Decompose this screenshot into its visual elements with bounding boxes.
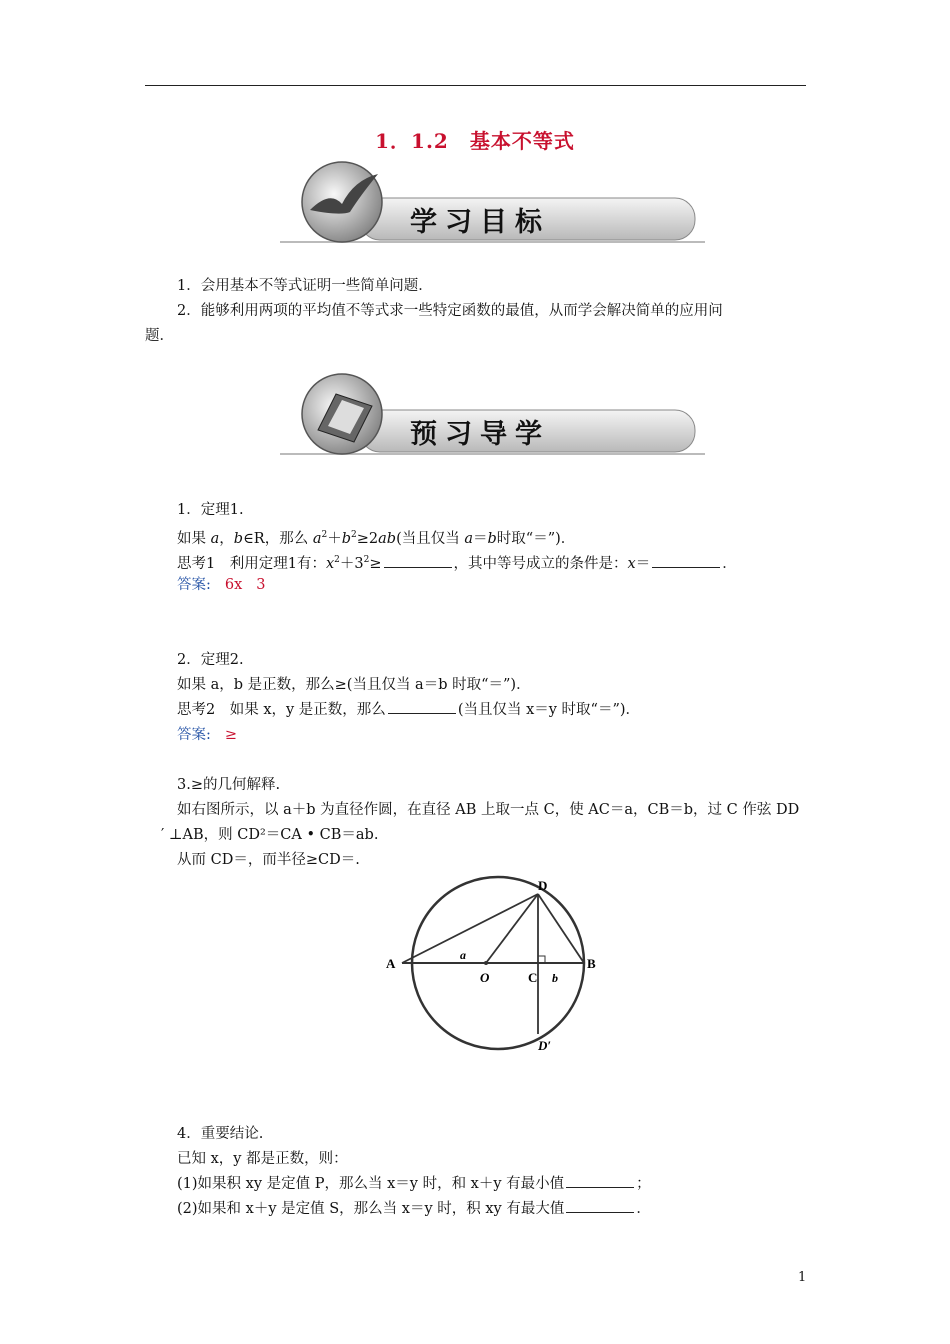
label-a-length: a [460, 948, 466, 962]
label-o-point: O [480, 970, 490, 985]
label-d-point: D [538, 878, 548, 893]
label-d-prime-point: D′ [538, 1038, 552, 1053]
answer-blank[interactable] [652, 555, 720, 568]
s2-theorem: 如果 a，b 是正数，那么≥(当且仅当 a＝b 时取“＝”)． [177, 677, 531, 693]
section-banner-preview [280, 372, 705, 460]
s1-think: 思考1 利用定理1有：$x^2+3^2\ge$ ，其中等号成立的条件是：x＝ ． [177, 555, 737, 572]
s2-head: 2．定理2. [177, 652, 244, 668]
top-rule [145, 85, 806, 86]
banner-label: 预习导学 [410, 419, 550, 450]
s4-line3: (2)如果和 x＋y 是定值 S，那么当 x＝y 时，积 xy 有最大值 ． [177, 1201, 651, 1217]
right-angle-mark [538, 956, 545, 963]
label-b-length: b [552, 971, 558, 985]
answer-blank[interactable] [566, 1200, 634, 1213]
page-title: 1．1.2 基本不等式 [375, 129, 575, 153]
goal-1-text: 1．会用基本不等式证明一些简单问题． [145, 274, 842, 299]
s4-line2: (1)如果积 xy 是定值 P，那么当 x＝y 时，和 x＋y 有最小值 ； [177, 1176, 651, 1192]
s3-line2: ′ ⊥AB，则 CD²＝CA • CB＝ab. [161, 827, 379, 843]
label-c-point: C [528, 970, 538, 985]
goal-2: 2．能够利用两项的平均值不等式求一些特定函数的最值，从而学会解决简单的应用问 [177, 303, 723, 319]
s3-head: 3.≥的几何解释. [177, 777, 281, 793]
circle-figure [382, 872, 598, 1064]
chord-ad [402, 894, 538, 963]
s1-theorem: 如果 a，b∈R，那么 $a^2+b^2\ge 2ab$(当且仅当 a＝b时取“＝”)． [177, 530, 576, 547]
answer-blank[interactable] [566, 1175, 634, 1188]
label-a-point: A [386, 956, 396, 971]
s2-think: 思考2 如果 x，y 是正数，那么 (当且仅当 x＝y 时取“＝”)． [177, 702, 641, 718]
answer-blank[interactable] [388, 701, 456, 714]
s4-head: 4．重要结论. [177, 1126, 264, 1142]
answer-blank[interactable] [384, 555, 452, 568]
radius-od [486, 894, 538, 963]
label-b-point: B [587, 956, 596, 971]
s1-head: 1．定理1. [177, 502, 244, 518]
goal-2-cont: 题． [145, 328, 174, 344]
section-banner-goals [280, 160, 705, 248]
s1-answer: 答案: 6x 3 [177, 577, 266, 593]
s3-line1: 如右图所示，以 a＋b 为直径作圆，在直径 AB 上取一点 C，使 AC＝a，CB＝b，过 C 作弦 DD [177, 802, 800, 818]
s4-line1: 已知 x，y 都是正数，则： [177, 1151, 348, 1167]
s2-answer: 答案: ≥ [177, 727, 238, 743]
banner-label: 学习目标 [410, 207, 550, 238]
page-number: 1 [798, 1270, 807, 1285]
s3-line3: 从而 CD＝，而半径≥CD＝. [177, 852, 360, 868]
